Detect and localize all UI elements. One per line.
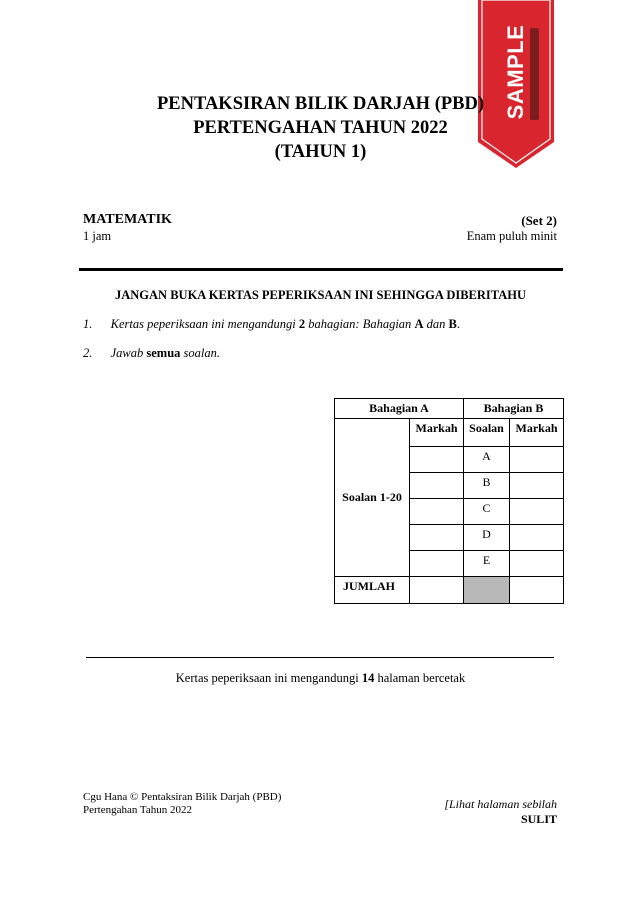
page-count-text: Kertas peperiksaan ini mengandungi (175, 671, 362, 685)
instruction-text: bahagian: Bahagian (305, 317, 415, 331)
soalan-label: E (464, 551, 510, 577)
instruction-item-2 (83, 346, 220, 361)
instructions-heading (0, 288, 641, 303)
instruction-bold: 2 (298, 317, 306, 331)
instruction-text: soalan. (180, 346, 221, 360)
bottom-divider (86, 657, 554, 658)
page-count-text: halaman bercetak (374, 671, 466, 685)
instruction-text: Kertas peperiksaan ini mengandungi (110, 317, 299, 331)
footer-copyright: Cgu Hana © Pentaksiran Bilik Darjah (PBD) (83, 791, 282, 803)
jumlah-b-cell[interactable] (510, 577, 564, 604)
soalan-label: D (464, 525, 510, 551)
markah-b-cell[interactable] (510, 473, 564, 499)
markah-a-header: Markah (410, 419, 464, 447)
markah-b-cell[interactable] (510, 499, 564, 525)
duration: 1 jam (83, 229, 112, 243)
soalan-label: A (464, 447, 510, 473)
jumlah-label: JUMLAH (335, 577, 410, 604)
header-divider (79, 268, 563, 271)
footer-left (83, 791, 281, 817)
page-count-number: 14 (361, 671, 375, 685)
instruction-item-1 (83, 317, 460, 332)
instruction-text: dan (423, 317, 449, 331)
markah-b-cell[interactable] (510, 551, 564, 577)
jumlah-shaded-cell (464, 577, 510, 604)
markah-b-header: Markah (510, 419, 564, 447)
markah-a-cell[interactable] (410, 499, 464, 525)
set-label: (Set 2) (521, 213, 557, 228)
soalan-range-cell: Soalan 1-20 (335, 419, 410, 577)
markah-a-cell[interactable] (410, 447, 464, 473)
sulit-label: SULIT (520, 812, 557, 826)
jumlah-a-cell[interactable] (410, 577, 464, 604)
instruction-number: 1. (83, 317, 93, 331)
section-a-header: Bahagian A (335, 399, 464, 419)
soalan-label: B (464, 473, 510, 499)
subject-name: MATEMATIK (83, 212, 172, 227)
title-line-2: PERTENGAHAN TAHUN 2022 (193, 118, 448, 138)
footer-term: Pertengahan Tahun 2022 (83, 804, 193, 816)
next-page-note: [Lihat halaman sebilah (444, 797, 557, 811)
markah-a-cell[interactable] (410, 551, 464, 577)
duration-words: Enam puluh minit (466, 229, 557, 243)
footer-right (444, 797, 557, 827)
instructions-heading-text: JANGAN BUKA KERTAS PEPERIKSAAN INI SEHINGGA DIBERITAHU (115, 288, 526, 302)
markah-b-cell[interactable] (510, 525, 564, 551)
title-line-3: (TAHUN 1) (274, 142, 367, 162)
markah-a-cell[interactable] (410, 473, 464, 499)
instruction-bold: A (414, 317, 424, 331)
instruction-number: 2. (83, 346, 93, 360)
title-line-1: PENTAKSIRAN BILIK DARJAH (PBD) (156, 94, 485, 114)
page-count-note (0, 671, 641, 686)
markah-b-cell[interactable] (510, 447, 564, 473)
section-b-header: Bahagian B (464, 399, 564, 419)
instruction-bold: B (448, 317, 457, 331)
instruction-text: . (456, 317, 460, 331)
markah-a-cell[interactable] (410, 525, 464, 551)
score-table (334, 398, 564, 604)
instruction-text: Jawab (110, 346, 147, 360)
soalan-header: Soalan (464, 419, 510, 447)
soalan-label: C (464, 499, 510, 525)
ribbon-text: SAMPLE (503, 24, 528, 120)
instruction-bold: semua (146, 346, 181, 360)
